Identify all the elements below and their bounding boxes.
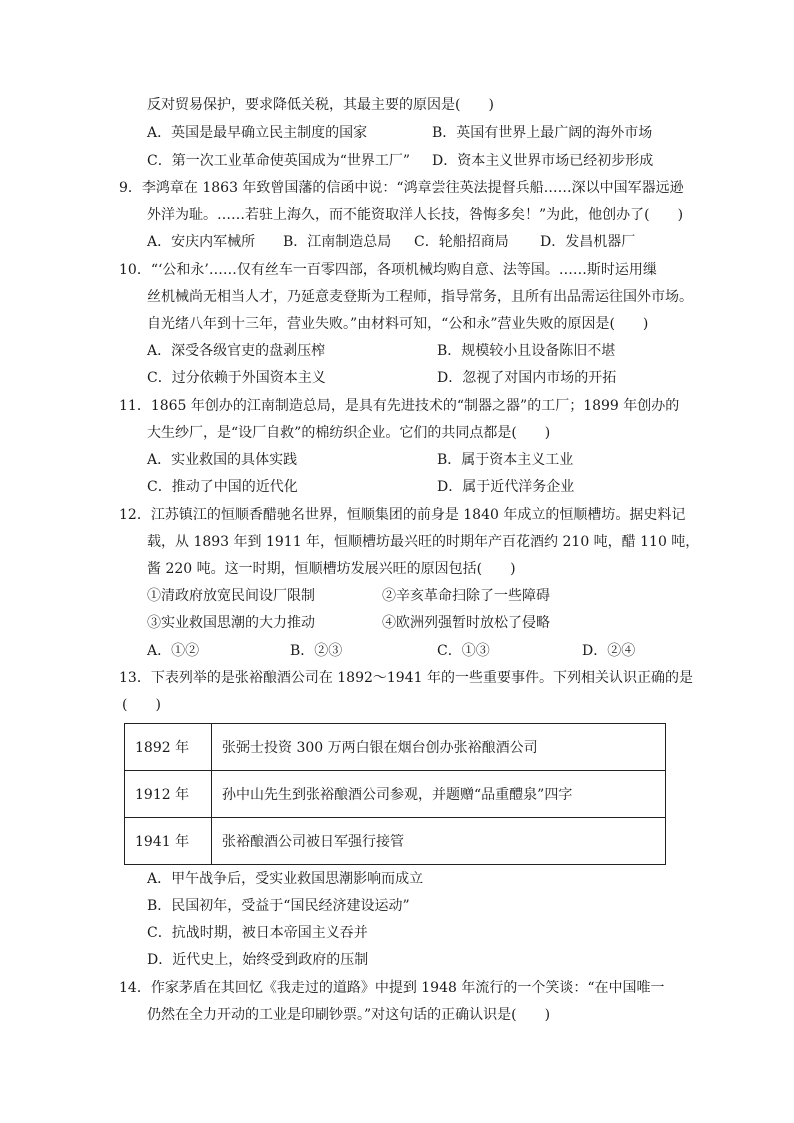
q12-stem-line2: 载，从 1893 年到 1911 年，恒顺槽坊最兴旺的时期年产百花酒约 210 吨，醋 110 吨，	[147, 534, 700, 550]
table-row	[125, 771, 666, 818]
q10-option-a: A．深受各级官吏的盘剥压榨	[147, 343, 326, 359]
q9-option-a: A．安庆内军械所	[147, 234, 256, 250]
q9-option-c: C．轮船招商局	[414, 234, 509, 250]
event-year: 1941 年	[125, 818, 212, 865]
q12-stem-line3: 酱 220 吨。这一时期，恒顺槽坊发展兴旺的原因包括( )	[147, 561, 516, 577]
q11-stem-line2: 大生纱厂，是“设厂自救”的棉纺织企业。它们的共同点都是( )	[147, 425, 551, 441]
q9-option-d: D．发昌机器厂	[540, 234, 636, 250]
q14-stem-line2: 仍然在全力开动的工业是印刷钞票。”对这句话的正确认识是( )	[147, 1007, 551, 1023]
event-description: 张裕酿酒公司被日军强行接管	[212, 818, 666, 865]
q12-option-b: B．②③	[290, 643, 343, 659]
q13-events-table	[124, 723, 666, 865]
q10-option-b: B．规模较小且设备陈旧不堪	[437, 343, 616, 359]
q9-stem-line1: 9．李鸿章在 1863 年致曾国藩的信函中说：“鸿章尝往英法提督兵船……深以中国军器远逊	[119, 180, 684, 196]
q10-option-c: C．过分依赖于外国资本主义	[147, 370, 326, 386]
q12-statement-3: ③实业救国思潮的大力推动	[147, 615, 315, 631]
table-row	[125, 724, 666, 771]
q13-option-a: A．甲午战争后，受实业救国思潮影响而成立	[147, 871, 424, 887]
q12-statement-1: ①清政府放宽民间设厂限制	[147, 588, 315, 604]
q13-stem-line2: ( )	[122, 697, 161, 713]
q11-option-a: A．实业救国的具体实践	[147, 452, 298, 468]
q8-option-b: B．英国有世界上最广阔的海外市场	[432, 125, 653, 141]
q12-stem-line1: 12．江苏镇江的恒顺香醋驰名世界，恒顺集团的前身是 1840 年成立的恒顺槽坊。据史料记	[119, 507, 686, 523]
q13-option-d: D．近代史上，始终受到政府的压制	[147, 952, 369, 968]
q12-option-a: A．①②	[147, 643, 200, 659]
q10-stem-line3: 自光绪八年到十三年，营业失败。”由材料可知，“公和永”营业失败的原因是( )	[147, 316, 649, 332]
q12-option-d: D．②④	[582, 643, 636, 659]
q10-option-d: D．忽视了对国内市场的开拓	[437, 370, 617, 386]
q13-option-c: C．抗战时期，被日本帝国主义吞并	[147, 925, 368, 941]
q13-stem-line1: 13．下表列举的是张裕酿酒公司在 1892～1941 年的一些重要事件。下列相关认识正确的是	[119, 670, 693, 686]
event-description: 孙中山先生到张裕酿酒公司参观，并题赠“品重醴泉”四字	[212, 771, 666, 818]
q10-stem-line2: 丝机械尚无相当人才，乃延意麦登斯为工程师，指导常务，且所有出品需运往国外市场。	[147, 289, 693, 305]
event-description: 张弼士投资 300 万两白银在烟台创办张裕酿酒公司	[212, 724, 666, 771]
q14-stem-line1: 14．作家茅盾在其回忆《我走过的道路》中提到 1948 年流行的一个笑谈：“在中国唯一	[119, 980, 665, 996]
q11-stem-line1: 11．1865 年创办的江南制造总局，是具有先进技术的“制器之器”的工厂；1899 年创办的	[119, 398, 680, 414]
q11-option-c: C．推动了中国的近代化	[147, 479, 298, 495]
q9-stem-line2: 外洋为耻。……若驻上海久，而不能资取洋人长技，咎悔多矣！”为此，他创办了( )	[147, 207, 684, 223]
q8-stem-continuation: 反对贸易保护，要求降低关税，其最主要的原因是( )	[147, 97, 494, 113]
event-year: 1892 年	[125, 724, 212, 771]
q12-option-c: C．①③	[437, 643, 490, 659]
q13-option-b: B．民国初年，受益于“国民经济建设运动”	[147, 898, 410, 914]
q12-statement-4: ④欧洲列强暂时放松了侵略	[382, 615, 550, 631]
q8-option-d: D．资本主义世界市场已经初步形成	[432, 153, 654, 169]
q8-option-c: C．第一次工业革命使英国成为“世界工厂”	[147, 153, 411, 169]
q12-statement-2: ②辛亥革命扫除了一些障碍	[382, 588, 550, 604]
q11-option-d: D．属于近代洋务企业	[437, 479, 575, 495]
event-year: 1912 年	[125, 771, 212, 818]
q8-option-a: A．英国是最早确立民主制度的国家	[147, 125, 368, 141]
q10-stem-line1: 10．“‘公和永’……仅有丝车一百零四部，各项机械均购自意、法等国。……斯时运用缫	[119, 262, 657, 278]
q9-option-b: B．江南制造总局	[283, 234, 392, 250]
q11-option-b: B．属于资本主义工业	[437, 452, 574, 468]
table-row	[125, 818, 666, 865]
